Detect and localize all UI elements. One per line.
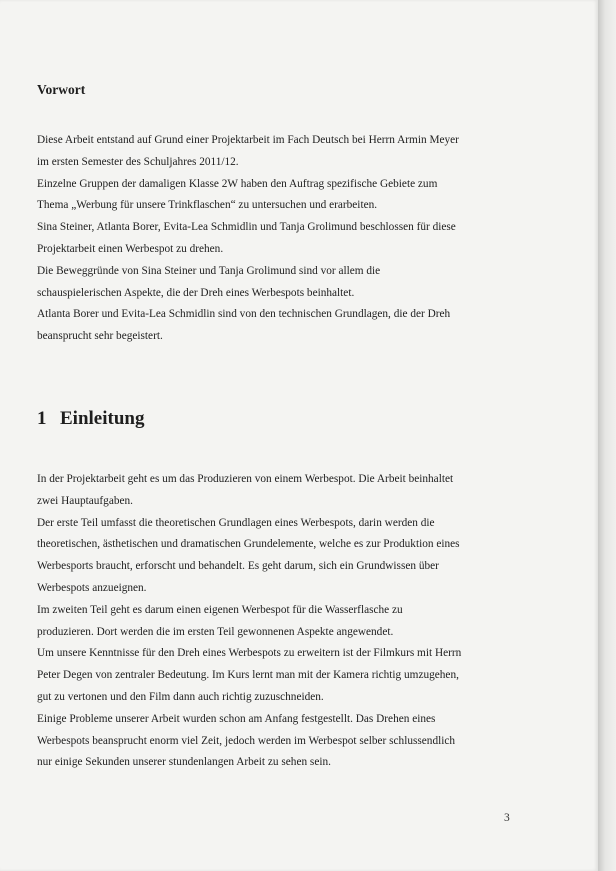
section-title: Einleitung	[60, 408, 145, 429]
text-line: Der erste Teil umfasst die theoretischen Grundlagen eines Werbespots, darin werden die	[37, 516, 435, 529]
text-line: gut zu vertonen und den Film dann auch richtig zuzuschneiden.	[37, 690, 324, 703]
text-line: Die Beweggründe von Sina Steiner und Tanja Grolimund sind vor allem die	[37, 264, 381, 277]
section-number: 1	[37, 408, 47, 429]
text-line: Projektarbeit einen Werbespot zu drehen.	[37, 242, 224, 255]
text-line: im ersten Semester des Schuljahres 2011/12.	[37, 155, 239, 168]
text-line: Diese Arbeit entstand auf Grund einer Projektarbeit im Fach Deutsch bei Herrn Armin Meyer	[37, 134, 459, 146]
text-line: Werbesports braucht, erforscht und behandelt. Es geht darum, sich ein Grundwissen über	[37, 560, 439, 573]
page-number: 3	[504, 812, 510, 824]
text-line: Werbespots beansprucht enorm viel Zeit, jedoch werden im Werbespot selber schlussendlich	[37, 734, 456, 747]
einleitung-text	[37, 469, 565, 774]
vorwort-heading: Vorwort	[37, 82, 86, 97]
text-line: produzieren. Dort werden die im ersten Teil gewonnenen Aspekte angewendet.	[37, 625, 394, 638]
text-line: nur einige Sekunden unserer stundenlangen Arbeit zu sehen sein.	[37, 756, 331, 769]
text-line: Sina Steiner, Atlanta Borer, Evita-Lea Schmidlin und Tanja Grolimund beschlossen für diese	[37, 221, 456, 234]
text-line: Um unsere Kenntnisse für den Dreh eines Werbespots zu erweitern ist der Filmkurs mit Herrn	[37, 647, 462, 660]
text-line: Einzelne Gruppen der damaligen Klasse 2W haben den Auftrag spezifische Gebiete zum	[37, 177, 438, 190]
text-line: Atlanta Borer und Evita-Lea Schmidlin sind von den technischen Grundlagen, die der Dreh	[37, 308, 451, 321]
text-line: Peter Degen von zentraler Bedeutung. Im Kurs lernt man mit der Kamera richtig umzugehen,	[37, 669, 459, 682]
text-line: beansprucht sehr begeistert.	[37, 330, 163, 343]
page-edge	[598, 0, 616, 871]
text-line: Werbespots anzueignen.	[37, 581, 147, 594]
text-line: Im zweiten Teil geht es darum einen eigenen Werbespot für die Wasserflasche zu	[37, 603, 403, 616]
vorwort-text	[37, 130, 565, 348]
text-line: zwei Hauptaufgaben.	[37, 494, 133, 507]
text-line: In der Projektarbeit geht es um das Produzieren von einem Werbespot. Die Arbeit beinhaltet	[37, 473, 454, 485]
text-line: Einige Probleme unserer Arbeit wurden schon am Anfang festgestellt. Das Drehen eines	[37, 712, 436, 725]
text-line: schauspielerischen Aspekte, die der Dreh eines Werbespots beinhaltet.	[37, 286, 355, 299]
text-line: theoretischen, ästhetischen und dramatischen Grundelemente, welche es zur Produktion eines	[37, 538, 460, 551]
text-line: Thema „Werbung für unsere Trinkflaschen“ zu untersuchen und erarbeiten.	[37, 199, 378, 212]
einleitung-heading	[37, 408, 144, 430]
